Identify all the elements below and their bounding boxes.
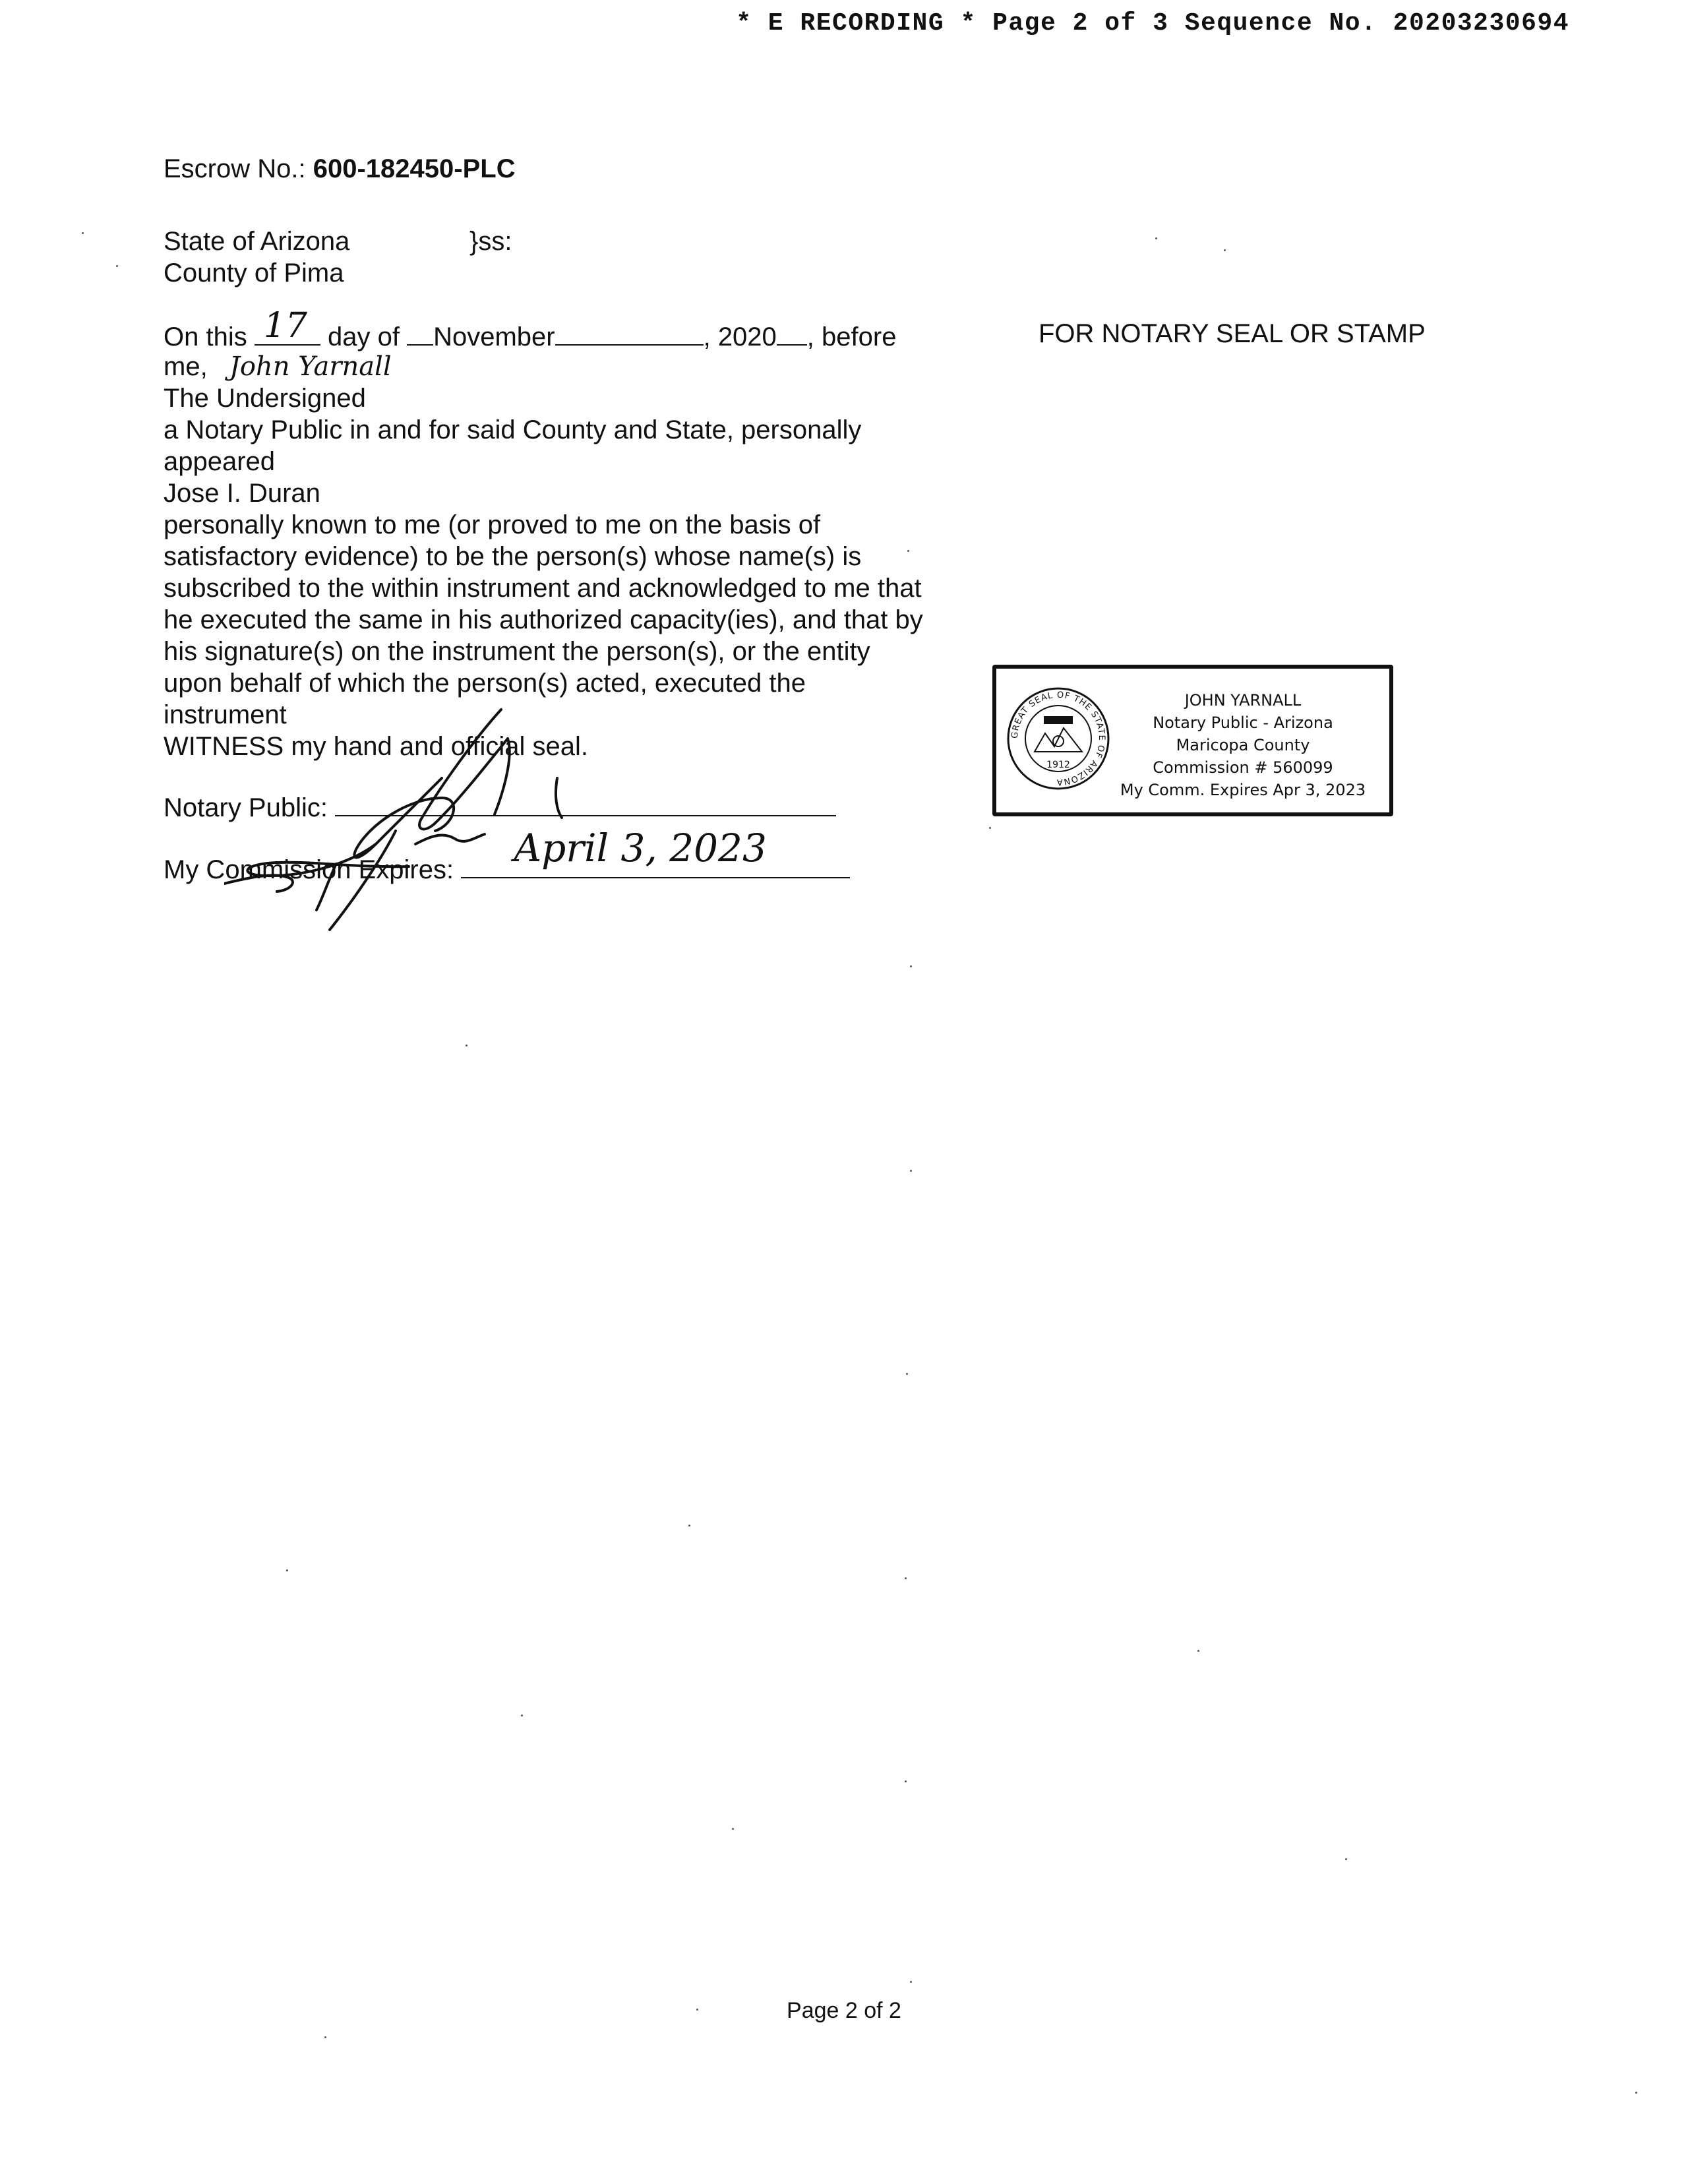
scan-speck (1635, 2092, 1637, 2094)
day-of-text: day of (327, 322, 400, 351)
ack-line: upon behalf of which the person(s) acted, executed the (164, 669, 806, 698)
ack-line: satisfactory evidence) to be the person(s) whose name(s) is (164, 542, 862, 571)
commission-date-handwritten: April 3, 2023 (514, 826, 767, 870)
stamp-line: Maricopa County (1176, 736, 1310, 754)
ack-line: subscribed to the within instrument and acknowledged to me that (164, 574, 922, 603)
stamp-line: JOHN YARNALL (1184, 691, 1302, 710)
seal-text: GREAT SEAL OF THE STATE OF ARIZONA (1010, 690, 1107, 787)
month-lead-blank (407, 319, 433, 346)
scan-speck (521, 1714, 523, 1716)
escrow-line (164, 153, 516, 185)
state-seal-icon (1006, 686, 1111, 791)
ack-line: appeared (164, 447, 276, 476)
scan-speck (905, 1780, 907, 1782)
scan-speck (906, 1373, 908, 1375)
notary-name-handwritten: John Yarnall (229, 351, 392, 382)
escrow-label: Escrow No.: (164, 154, 306, 183)
year-text: 2020 (717, 322, 777, 351)
scan-speck (286, 1569, 288, 1571)
stamp-line: Notary Public - Arizona (1153, 713, 1333, 732)
before-text: , before (806, 322, 897, 351)
scan-speck (910, 965, 912, 967)
scan-speck (466, 1045, 467, 1046)
ack-line: his signature(s) on the instrument the person(s), or the entity (164, 637, 870, 666)
stamp-line: Commission # 560099 (1153, 758, 1333, 777)
scan-speck (910, 1170, 912, 1172)
ack-line: WITNESS my hand and official seal. (164, 732, 588, 761)
notary-public-label: Notary Public: (164, 793, 328, 822)
stamp-heading: FOR NOTARY SEAL OR STAMP (1039, 319, 1426, 348)
scan-speck (1155, 237, 1157, 239)
stamp-text (1101, 689, 1385, 801)
scan-speck (1197, 1650, 1199, 1652)
escrow-number: 600-182450-PLC (313, 154, 516, 183)
scan-speck (1345, 1858, 1347, 1860)
month-text: November (433, 322, 555, 351)
commission-label: My Commission Expires: (164, 855, 454, 884)
ack-line: he executed the same in his authorized capacity(ies), and that by (164, 605, 923, 634)
scan-speck (1224, 249, 1226, 251)
ack-line: instrument (164, 700, 287, 729)
scan-speck (910, 1981, 912, 1983)
ack-line: personally known to me (or proved to me on the basis of (164, 510, 821, 539)
venue-ss: }ss: (469, 227, 512, 256)
ack-date-line: On this 17 day of November , 2020 , before (164, 306, 897, 351)
scan-speck (732, 1828, 734, 1830)
seal-year: 1912 (1046, 760, 1070, 770)
ack-line: Jose I. Duran (164, 479, 320, 508)
venue-county: County of Pima (164, 258, 344, 288)
ack-me-line (164, 351, 392, 382)
scan-speck (907, 550, 909, 552)
scan-speck (905, 1577, 907, 1579)
ack-line: a Notary Public in and for said County and State, personally (164, 415, 862, 444)
scan-speck (82, 232, 84, 234)
scan-speck (989, 827, 991, 829)
on-this-text: On this (164, 322, 247, 351)
day-handwritten: 17 (263, 306, 308, 346)
year-blank (777, 319, 807, 346)
stamp-line: My Comm. Expires Apr 3, 2023 (1120, 781, 1366, 799)
month-trail-blank (555, 319, 704, 346)
recording-header: * E RECORDING * Page 2 of 3 Sequence No. 20203230694 (736, 9, 1569, 38)
me-text: me, (164, 352, 208, 381)
notary-signature (224, 699, 725, 936)
scan-speck (116, 265, 118, 267)
day-blank (255, 306, 320, 346)
page-footer: Page 2 of 2 (787, 1998, 901, 2023)
scan-speck (688, 1525, 690, 1527)
scan-speck (324, 2036, 326, 2038)
venue-state: State of Arizona (164, 227, 350, 256)
notary-title: The Undersigned (164, 384, 366, 413)
